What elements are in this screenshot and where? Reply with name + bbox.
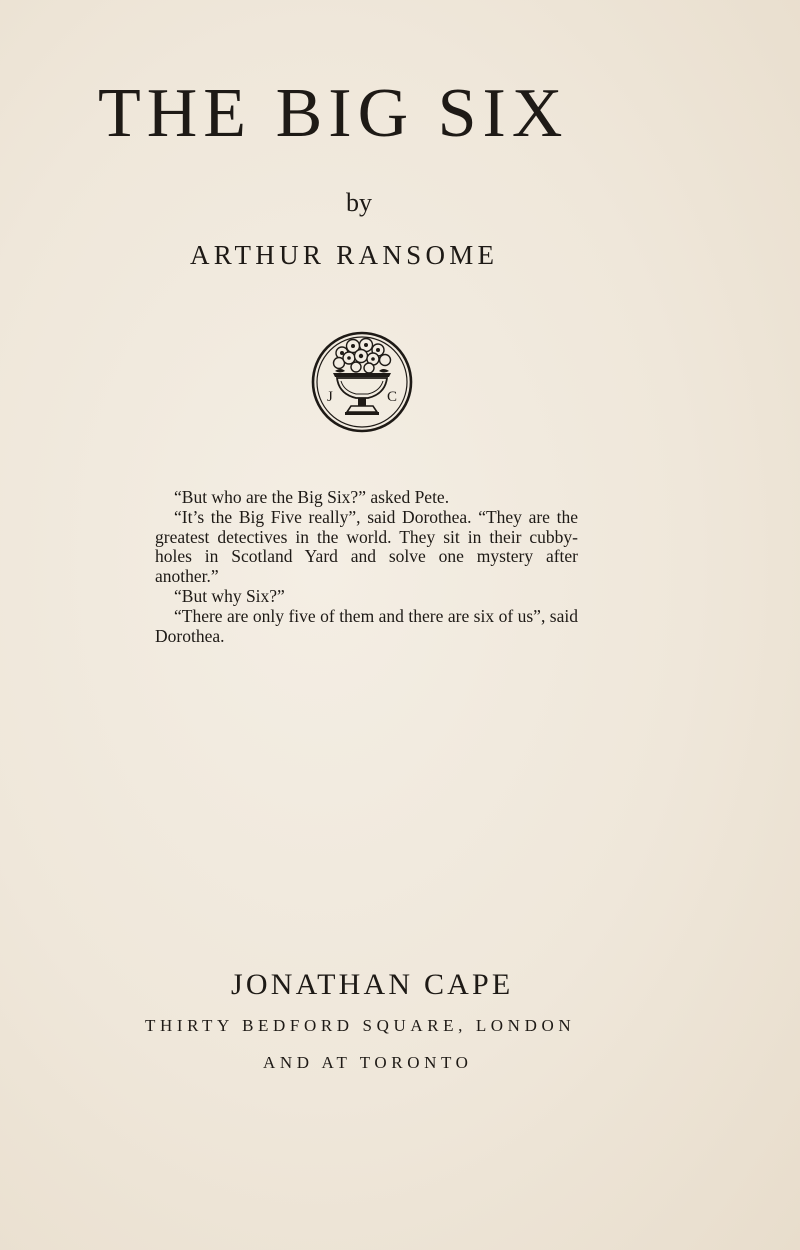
epigraph-line: “But who are the Big Six?” asked Pete. xyxy=(174,487,450,507)
epigraph-line: “It’s the Big Five really”, said Dorothea. “They are the greatest detectives in the world. They sit in their cubby-holes in Scotland Yard and solve one mystery after another.” xyxy=(155,506,578,587)
epigraph xyxy=(155,488,578,646)
publisher-branch: AND AT TORONTO xyxy=(263,1053,473,1072)
publisher-emblem xyxy=(311,331,413,433)
publisher-address: THIRTY BEDFORD SQUARE, LONDON xyxy=(145,1016,576,1035)
byline: by xyxy=(346,188,372,217)
monogram-right: C xyxy=(387,389,398,405)
epigraph-line: “There are only five of them and there are six of us”, said Dorothea. xyxy=(155,605,578,646)
book-title: THE BIG SIX xyxy=(98,75,569,152)
publisher-name: JONATHAN CAPE xyxy=(231,968,514,1001)
epigraph-line: “But why Six?” xyxy=(174,585,285,606)
urn-of-flowers-emblem-icon xyxy=(311,331,413,433)
author-name: ARTHUR RANSOME xyxy=(190,240,499,270)
monogram-left: J xyxy=(327,389,333,405)
